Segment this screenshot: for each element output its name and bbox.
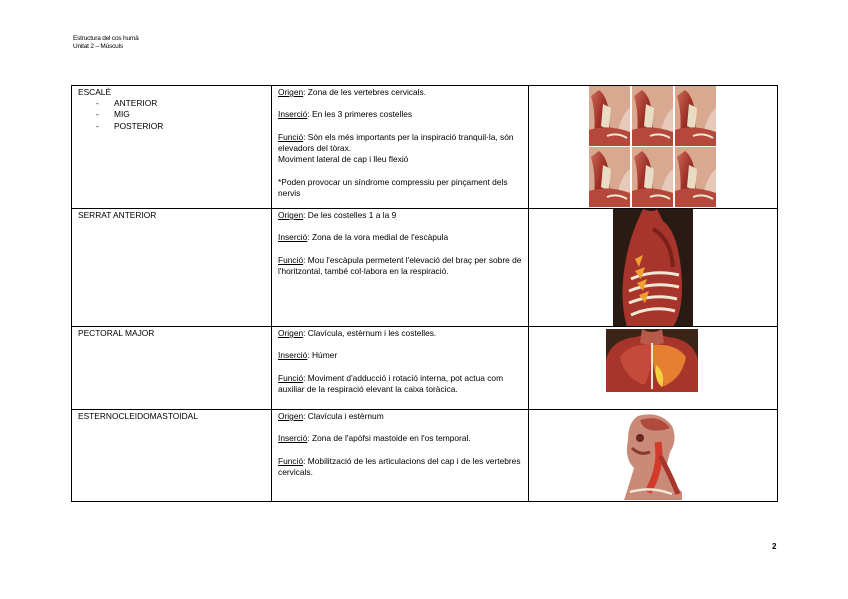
insertion-text: : En les 3 primeres costelles: [307, 109, 413, 120]
function-label: Funció: [278, 131, 304, 142]
muscle-description-cell: [272, 327, 529, 410]
insertion-label: Inserció: [278, 433, 308, 444]
muscle-description-cell: [272, 86, 529, 209]
sternocleidomastoid-anatomy-image: [620, 412, 685, 500]
list-item: - MIG: [92, 109, 265, 120]
muscle-image-cell: [529, 86, 778, 209]
function-text: : Mou l'escàpula permetent l'elevació del braç per sobre de l'horitzontal, també col·labora en la respiració.: [278, 254, 522, 276]
origin-label: Origen: [278, 328, 304, 338]
serratus-anterior-anatomy-image: [613, 209, 693, 327]
origin-label: Origen: [278, 87, 304, 97]
muscle-image-cell: [529, 410, 778, 502]
origin-text: : Clavícula, estèrnum i les costelles.: [303, 328, 437, 338]
origin-text: : Clavícula i estèrnum: [303, 411, 384, 421]
insertion-label: Inserció: [278, 109, 308, 120]
header-unit-title: Unitat 2 – Músculs: [73, 43, 123, 50]
function-field: [278, 132, 522, 166]
clinical-note: *Poden provocar un síndrome compressiu per pinçament dels nervis: [278, 176, 508, 198]
pectoralis-major-anatomy-image: [606, 329, 698, 392]
muscle-name: SERRAT ANTERIOR: [78, 210, 157, 220]
function-field: [278, 255, 522, 277]
header-course-title: Estructura del cos humà: [73, 35, 139, 42]
insertion-text: : Zona de l'apòfsi mastoide en l'os temporal.: [307, 433, 471, 444]
function-extra-text: Moviment lateral de cap i lleu flexió: [278, 154, 409, 165]
function-text: : Mobilització de les articulacions del cap i de les vertebres cervicals.: [278, 455, 521, 477]
insertion-label: Inserció: [278, 232, 308, 243]
origin-field: [278, 411, 522, 422]
muscle-table: [71, 85, 778, 502]
origin-field: [278, 87, 522, 98]
muscle-name: ESTERNOCLEIDOMASTOIDAL: [78, 411, 198, 421]
function-field: [278, 373, 522, 395]
function-text: : Són els més importants per la inspiració tranquil·la, són elevadors del tòrax.: [278, 131, 514, 153]
scalene-anatomy-image: [589, 86, 716, 207]
function-label: Funció: [278, 254, 304, 265]
table-row: [72, 410, 778, 502]
origin-label: Origen: [278, 210, 304, 220]
muscle-image-cell: [529, 209, 778, 327]
list-item: - ANTERIOR: [92, 98, 265, 109]
muscle-name: ESCALÈ: [78, 87, 112, 97]
insertion-field: [278, 109, 522, 120]
muscle-name-cell: [72, 410, 272, 502]
origin-text: : Zona de les vertebres cervicals.: [303, 87, 427, 97]
insertion-field: [278, 232, 522, 243]
list-item: - POSTERIOR: [92, 121, 265, 132]
muscle-image-cell: [529, 327, 778, 410]
insertion-field: [278, 433, 522, 444]
insertion-label: Inserció: [278, 350, 308, 361]
page-number: 2: [772, 542, 777, 551]
table-row: [72, 327, 778, 410]
table-row: [72, 209, 778, 327]
function-label: Funció: [278, 372, 304, 383]
function-label: Funció: [278, 455, 304, 466]
origin-field: [278, 210, 522, 221]
muscle-description-cell: [272, 209, 529, 327]
muscle-name-cell: [72, 209, 272, 327]
muscle-name-cell: [72, 86, 272, 209]
muscle-description-cell: [272, 410, 529, 502]
origin-label: Origen: [278, 411, 304, 421]
origin-field: [278, 328, 522, 339]
function-text: : Moviment d'adducció i rotació interna, pot actua com auxiliar de la respiració elevant la caixa toràcica.: [278, 372, 504, 394]
insertion-text: : Zona de la vora medial de l'escàpula: [307, 232, 449, 243]
muscle-subdivision-list: [78, 98, 265, 132]
origin-text: : De les costelles 1 a la 9: [303, 210, 397, 220]
table-row: [72, 86, 778, 209]
document-header: [73, 35, 139, 51]
insertion-field: [278, 350, 522, 361]
function-field: [278, 456, 522, 478]
muscle-name: PECTORAL MAJOR: [78, 328, 155, 338]
insertion-text: : Húmer: [307, 350, 338, 361]
muscle-name-cell: [72, 327, 272, 410]
